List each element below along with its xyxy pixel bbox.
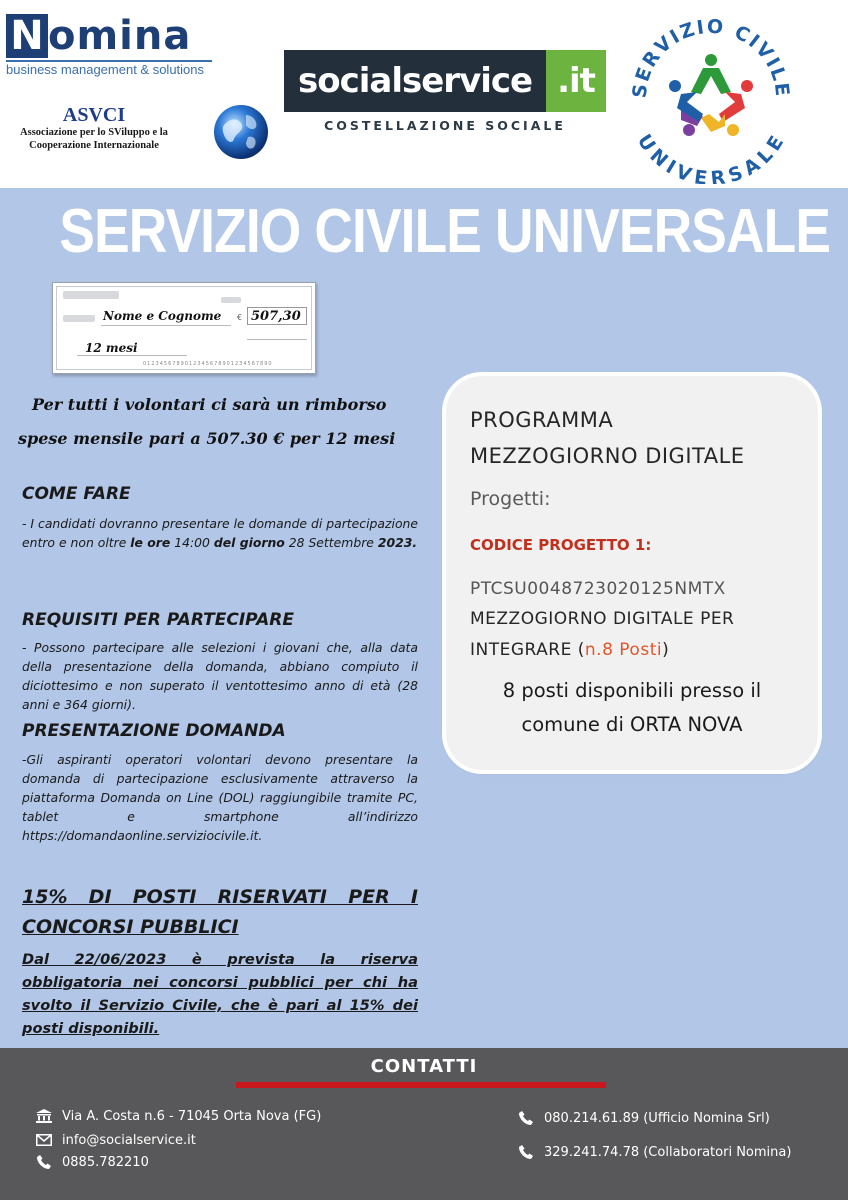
come-fare-heading: COME FARE xyxy=(22,484,131,504)
email-row xyxy=(34,1132,196,1148)
cheque-micr: 0123456789012345678901234567890 xyxy=(143,361,273,367)
rimborso-line2: spese mensile pari a 507.30 € per 12 mesi xyxy=(18,429,396,448)
phone-number-3[interactable]: 329.241.74.78 (Collaboratori Nomina) xyxy=(544,1144,792,1160)
riserva-heading xyxy=(22,882,418,942)
asvci-subtitle-line2: Cooperazione Internazionale xyxy=(29,140,159,151)
cheque-months: 12 mesi xyxy=(85,341,138,355)
svg-text:UNIVERSALE: UNIVERSALE xyxy=(632,130,790,184)
phone-icon xyxy=(516,1144,536,1160)
phone-row-1 xyxy=(34,1154,149,1170)
main-section xyxy=(0,188,848,1048)
requisiti-heading: REQUISITI PER PARTECIPARE xyxy=(22,610,294,630)
cheque-payee: Nome e Cognome xyxy=(103,309,222,323)
posti-disponibili-line1: 8 posti disponibili presso il xyxy=(502,679,762,702)
progetti-label: Progetti: xyxy=(470,488,551,510)
programma-card xyxy=(446,376,818,770)
presentazione-heading: PRESENTAZIONE DOMANDA xyxy=(22,721,286,741)
project-posti: n.8 Posti xyxy=(584,640,663,660)
bank-building-icon xyxy=(34,1108,54,1124)
cheque-blurred-field xyxy=(63,315,95,322)
header xyxy=(0,0,848,188)
socialservice-logo xyxy=(284,50,606,133)
rimborso-note xyxy=(18,388,418,456)
programma-title-line1: PROGRAMMA xyxy=(470,408,614,432)
programma-title-line2: MEZZOGIORNO DIGITALE xyxy=(470,444,745,468)
page-title: SERVIZIO CIVILE UNIVERSALE xyxy=(59,197,831,266)
riserva-heading-line1: 15% DI POSTI RISERVATI PER I xyxy=(22,886,418,908)
asvci-subtitle-line1: Associazione per lo SViluppo e la xyxy=(20,127,168,138)
nomina-logo-letter: N xyxy=(6,14,48,58)
svg-text:SERVIZIO CIVILE: SERVIZIO CIVILE xyxy=(628,15,794,100)
contatti-title: CONTATTI xyxy=(370,1056,478,1077)
globe-icon xyxy=(212,103,270,161)
nomina-logo xyxy=(6,12,218,77)
riserva-text: Dal 22/06/2023 è prevista la riserva obbligatoria nei concorsi pubblici per chi ha svolto il Servizio Civile, che è pari al 15% dei posti disponibili. xyxy=(22,951,418,1037)
posti-disponibili-line2: comune di ORTA NOVA xyxy=(521,713,743,736)
cheque-blurred-field xyxy=(221,297,241,303)
email-link[interactable]: info@socialservice.it xyxy=(62,1132,196,1148)
come-fare-text: - I candidati dovranno presentare le domande di partecipazione entro e non oltre le ore 14:00 del giorno 28 Settembre 2023. xyxy=(22,516,418,550)
address-row xyxy=(34,1108,321,1124)
requisiti-text: - Possono partecipare alle selezioni i giovani che, alla data della presentazione della domanda, abbiano compiuto il diciottesimo e non superato il ventottesimo anno di età (28 anni e 364 giorni). xyxy=(22,640,418,712)
presentazione-text: -Gli aspiranti operatori volontari devono presentare la domanda di partecipazione esclusivamente attraverso la piattaforma Domanda on Line (DOL) raggiungibile tramite PC, tablet e smartphone all’indirizzo https://domandaonline.serviziocivile.it. xyxy=(22,752,418,843)
email-icon xyxy=(34,1132,54,1148)
phone-number-1[interactable]: 0885.782210 xyxy=(62,1154,149,1170)
nomina-tagline: business management & solutions xyxy=(6,62,205,77)
riserva-heading-line2: CONCORSI PUBBLICI xyxy=(22,916,239,938)
cheque-illustration xyxy=(52,282,316,374)
project-name: MEZZOGIORNO DIGITALE PER INTEGRARE (n.8 Posti) xyxy=(470,609,735,660)
phone-icon xyxy=(516,1110,536,1126)
asvci-title: ASVCI xyxy=(62,104,126,126)
cheque-currency: € xyxy=(237,313,243,322)
socialservice-wordmark: socialservice xyxy=(284,50,546,112)
socialservice-suffix: .it xyxy=(546,50,606,112)
asvci-logo xyxy=(6,104,182,152)
phone-row-3 xyxy=(516,1144,791,1160)
footer-contatti xyxy=(0,1048,848,1200)
posti-disponibili xyxy=(446,674,818,742)
cheque-amount: 507,30 xyxy=(251,309,301,324)
phone-number-2[interactable]: 080.214.61.89 (Ufficio Nomina Srl) xyxy=(544,1110,770,1126)
address-text: Via A. Costa n.6 - 71045 Orta Nova (FG) xyxy=(62,1108,322,1124)
cheque-blurred-field xyxy=(63,291,119,299)
rimborso-line1: Per tutti i volontari ci sarà un rimborso xyxy=(32,395,387,414)
codice-progetto-label: CODICE PROGETTO 1: xyxy=(470,536,652,554)
socialservice-subtitle: COSTELLAZIONE SOCIALE xyxy=(324,118,566,133)
phone-row-2 xyxy=(516,1110,770,1126)
servizio-civile-universale-logo xyxy=(622,6,800,184)
programma-title xyxy=(470,402,745,474)
nomina-logo-word: omina xyxy=(48,13,192,59)
phone-icon xyxy=(34,1154,54,1170)
project-code: PTCSU0048723020125NMTX xyxy=(470,579,726,599)
contatti-divider xyxy=(236,1082,606,1088)
